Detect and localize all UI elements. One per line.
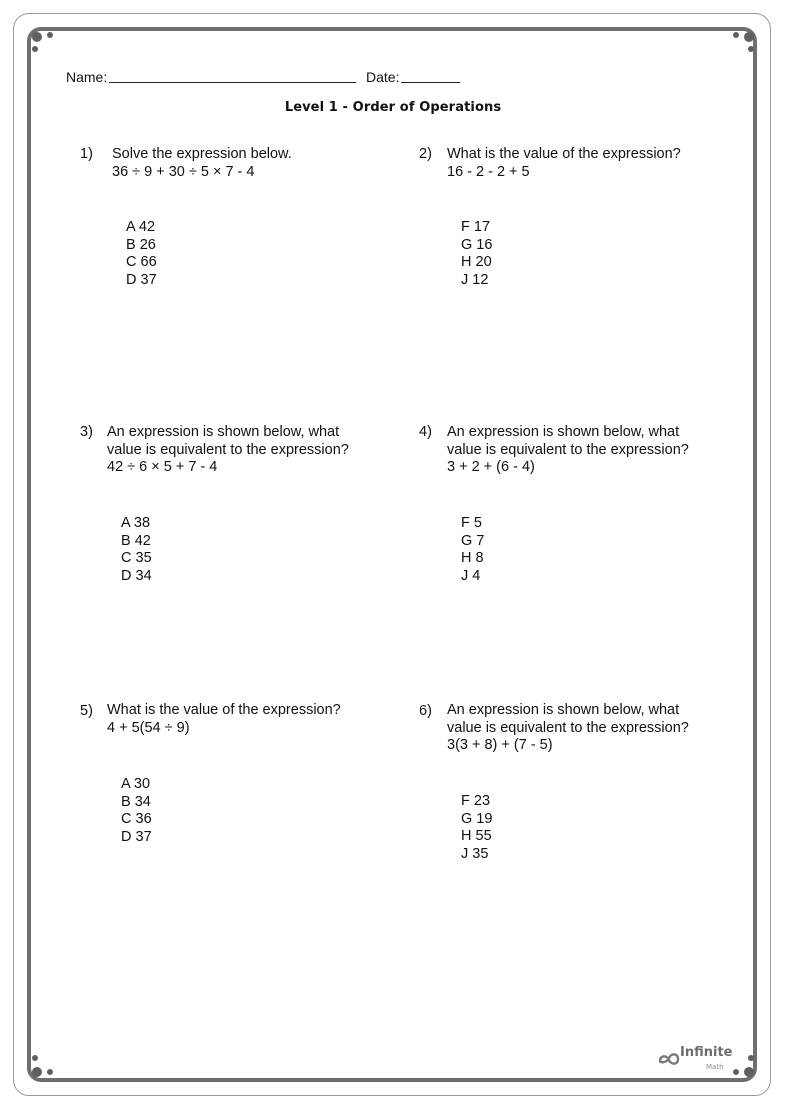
prompt-line: Solve the expression below. [112, 146, 292, 162]
question-prompt [447, 702, 689, 755]
infinite-math-logo [656, 1045, 733, 1079]
corner-dot [32, 1067, 42, 1077]
expression: 3(3 + 8) + (7 - 5) [447, 737, 553, 753]
choice-a[interactable]: A 42 [126, 219, 156, 235]
corner-dot [32, 46, 38, 52]
date-field[interactable] [401, 82, 460, 83]
name-label: Name: [66, 69, 108, 85]
answer-choices [461, 793, 492, 863]
choice-d[interactable]: D 34 [121, 567, 152, 584]
choice-b[interactable]: B 34 [121, 793, 151, 810]
corner-dot [47, 32, 53, 38]
choice-c[interactable]: C 36 [121, 811, 152, 827]
expression: 16 - 2 - 2 + 5 [447, 163, 530, 180]
choice-a[interactable]: A 38 [121, 515, 151, 531]
choice-j[interactable]: J 35 [461, 845, 489, 862]
choice-b[interactable]: B 42 [121, 532, 151, 549]
prompt-line: An expression is shown below, what [447, 424, 680, 440]
question-prompt [107, 424, 349, 477]
question-number: 2) [419, 146, 432, 162]
answer-choices [461, 515, 484, 585]
expression: 36 ÷ 9 + 30 ÷ 5 × 7 - 4 [112, 163, 255, 180]
question-number: 3) [80, 424, 93, 440]
prompt-line: An expression is shown below, what [107, 424, 340, 440]
corner-dot [733, 32, 739, 38]
prompt-line: value is equivalent to the expression? [447, 719, 689, 736]
expression: 42 ÷ 6 × 5 + 7 - 4 [107, 459, 218, 475]
header-row [66, 69, 526, 89]
question-number: 6) [419, 703, 432, 719]
answer-choices [121, 515, 152, 585]
choice-g[interactable]: G 16 [461, 236, 493, 253]
corner-dot [32, 32, 42, 42]
expression: 4 + 5(54 ÷ 9) [107, 719, 190, 736]
choice-f[interactable]: F 17 [461, 219, 491, 235]
choice-a[interactable]: A 30 [121, 776, 151, 792]
choice-h[interactable]: H 8 [461, 550, 484, 566]
corner-dot [47, 1069, 53, 1075]
answer-choices [121, 776, 152, 846]
choice-d[interactable]: D 37 [126, 271, 157, 288]
answer-choices [461, 219, 492, 289]
prompt-line: value is equivalent to the expression? [447, 441, 689, 458]
choice-f[interactable]: F 23 [461, 793, 491, 809]
choice-h[interactable]: H 55 [461, 828, 492, 844]
choice-j[interactable]: J 12 [461, 271, 489, 288]
corner-dot [748, 1055, 754, 1061]
question-prompt [447, 146, 681, 181]
answer-choices [126, 219, 157, 289]
logo-sub: Math [706, 1063, 724, 1071]
question-number: 5) [80, 703, 93, 719]
expression: 3 + 2 + (6 - 4) [447, 459, 535, 475]
corner-dot [744, 32, 754, 42]
choice-g[interactable]: G 7 [461, 532, 485, 549]
question-number: 4) [419, 424, 432, 440]
name-field[interactable] [109, 82, 356, 83]
prompt-line: What is the value of the expression? [107, 702, 341, 718]
choice-c[interactable]: C 35 [121, 550, 152, 566]
date-label: Date: [366, 69, 400, 85]
question-prompt [447, 424, 689, 477]
choice-f[interactable]: F 5 [461, 515, 482, 531]
choice-g[interactable]: G 19 [461, 810, 493, 827]
prompt-line: What is the value of the expression? [447, 146, 681, 162]
question-number: 1) [80, 146, 93, 162]
worksheet-title: Level 1 - Order of Operations [284, 100, 502, 115]
choice-d[interactable]: D 37 [121, 828, 152, 845]
question-prompt [112, 146, 292, 181]
choice-c[interactable]: C 66 [126, 254, 157, 270]
corner-dot [733, 1069, 739, 1075]
choice-b[interactable]: B 26 [126, 236, 156, 253]
corner-dot [32, 1055, 38, 1061]
corner-dot [744, 1067, 754, 1077]
corner-dot [748, 46, 754, 52]
prompt-line: value is equivalent to the expression? [107, 441, 349, 458]
choice-h[interactable]: H 20 [461, 254, 492, 270]
choice-j[interactable]: J 4 [461, 567, 481, 584]
prompt-line: An expression is shown below, what [447, 702, 680, 718]
logo-brand: Infinite [680, 1045, 733, 1060]
infinity-logo-icon [656, 1047, 682, 1069]
question-prompt [107, 702, 341, 737]
